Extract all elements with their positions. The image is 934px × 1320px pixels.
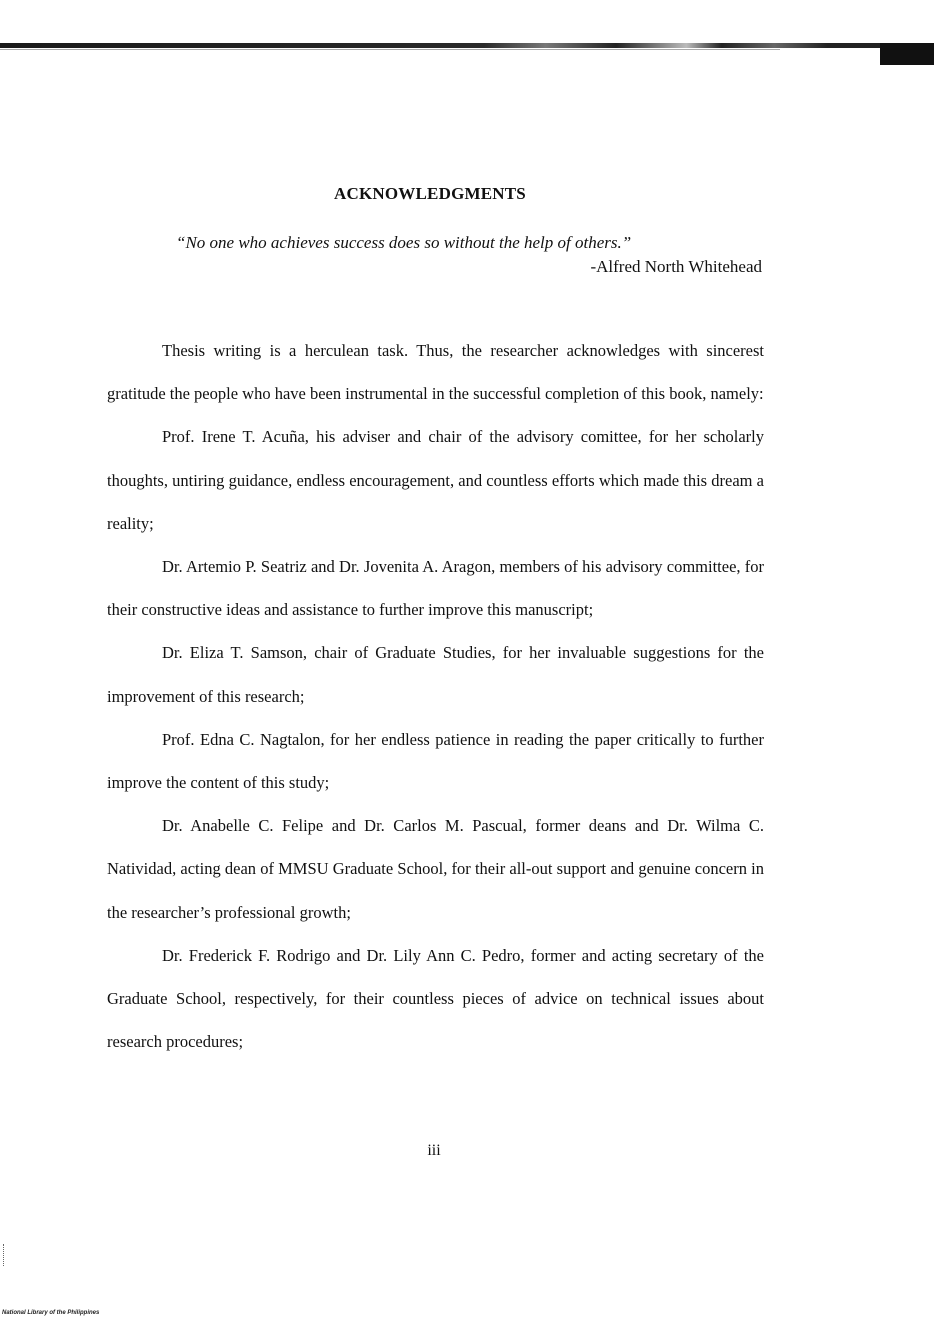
page-number: iii bbox=[427, 1142, 441, 1159]
paragraph-secretaries: Dr. Frederick F. Rodrigo and Dr. Lily Ann C. Pedro, former and acting secretary of the Graduate School, respectively, for their countless pieces of advice on technical issues about research procedures; bbox=[107, 945, 764, 1052]
scan-corner-mark bbox=[880, 43, 934, 65]
scan-margin-mark bbox=[3, 1244, 7, 1266]
scan-top-border bbox=[0, 43, 880, 48]
scan-top-border-shadow bbox=[0, 49, 780, 50]
page-title: ACKNOWLEDGMENTS bbox=[334, 184, 526, 203]
acknowledgment-body bbox=[107, 329, 764, 1063]
paragraph-deans: Dr. Anabelle C. Felipe and Dr. Carlos M. Pascual, former deans and Dr. Wilma C. Natividad, acting dean of MMSU Graduate School, for their all-out support and genuine concern in the researcher’s professional growth; bbox=[107, 816, 764, 922]
paragraph-committee: Dr. Artemio P. Seatriz and Dr. Jovenita A. Aragon, members of his advisory committee, for their constructive ideas and assistance to further improve this manuscript; bbox=[107, 557, 764, 620]
footer-credit: National Library of the Philippines bbox=[2, 1310, 100, 1316]
epigraph-quote: “No one who achieves success does so without the help of others.” bbox=[176, 233, 632, 252]
epigraph-attribution: -Alfred North Whitehead bbox=[590, 257, 762, 276]
paragraph-graduate-chair: Dr. Eliza T. Samson, chair of Graduate Studies, for her invaluable suggestions for the improvement of this research; bbox=[107, 643, 764, 706]
paragraph-critic: Prof. Edna C. Nagtalon, for her endless patience in reading the paper critically to further improve the content of this study; bbox=[107, 729, 764, 793]
paragraph-intro: Thesis writing is a herculean task. Thus, the researcher acknowledges with sincerest gratitude the people who have been instrumental in the successful completion of this book, namely: bbox=[107, 341, 764, 404]
paragraph-adviser: Prof. Irene T. Acuña, his adviser and chair of the advisory comittee, for her scholarly thoughts, untiring guidance, endless encouragement, and countless efforts which made this dream a reality; bbox=[107, 427, 764, 533]
